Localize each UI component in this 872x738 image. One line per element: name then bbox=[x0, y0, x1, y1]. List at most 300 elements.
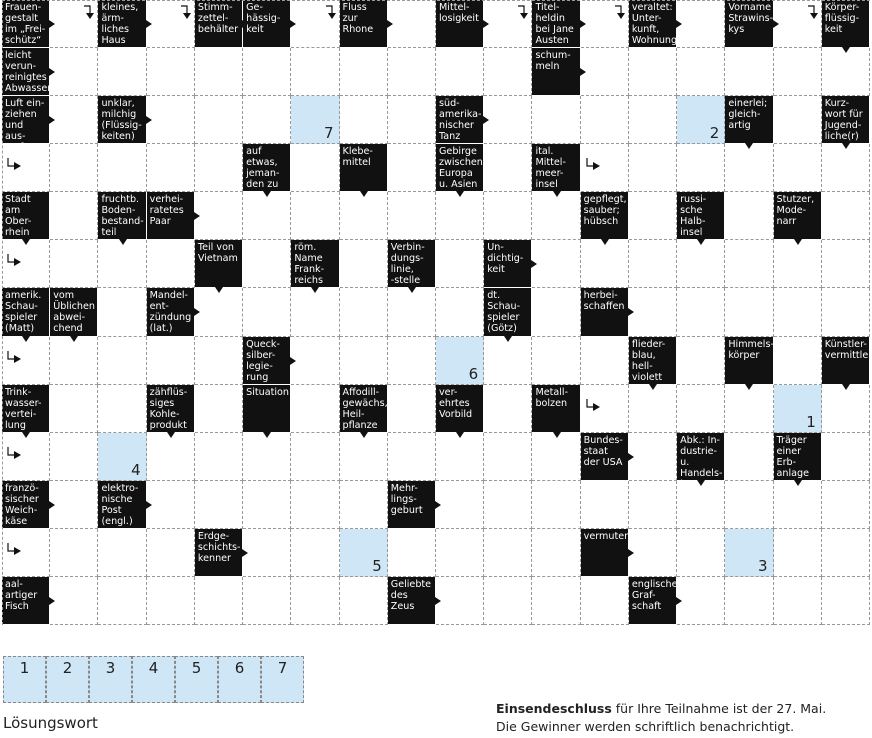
answer-cell[interactable] bbox=[388, 337, 436, 385]
answer-cell[interactable] bbox=[388, 529, 436, 577]
answer-cell[interactable] bbox=[629, 96, 677, 144]
answer-cell[interactable] bbox=[677, 288, 725, 336]
clue-cell: Mehr- lings- geburt bbox=[388, 481, 436, 529]
arrow-down-icon bbox=[167, 432, 175, 438]
arrow-right-icon bbox=[49, 20, 55, 28]
answer-cell[interactable] bbox=[50, 529, 98, 577]
clue-cell: kleines, ärm- liches Haus bbox=[98, 0, 146, 48]
answer-cell[interactable] bbox=[388, 96, 436, 144]
answer-cell[interactable] bbox=[147, 0, 195, 48]
arrow-right-icon bbox=[773, 20, 779, 28]
answer-cell[interactable] bbox=[2, 337, 50, 385]
answer-cell[interactable] bbox=[436, 433, 484, 481]
clue-cell: Mittel- losigkeit bbox=[436, 0, 484, 48]
answer-cell[interactable] bbox=[629, 144, 677, 192]
answer-cell[interactable] bbox=[291, 0, 339, 48]
answer-cell[interactable] bbox=[436, 529, 484, 577]
solution-cell[interactable] bbox=[98, 433, 146, 481]
arrow-right-icon bbox=[435, 597, 441, 605]
answer-cell[interactable] bbox=[388, 433, 436, 481]
answer-cell[interactable] bbox=[484, 433, 532, 481]
answer-cell[interactable] bbox=[677, 577, 725, 625]
answer-cell[interactable] bbox=[436, 240, 484, 288]
bent-arrow-icon bbox=[6, 445, 22, 461]
answer-cell[interactable] bbox=[436, 192, 484, 240]
clue-cell: Metall- bolzen bbox=[532, 385, 580, 433]
deadline-notice bbox=[496, 700, 826, 736]
arrow-down-icon bbox=[842, 143, 850, 149]
answer-cell[interactable] bbox=[147, 337, 195, 385]
answer-cell[interactable] bbox=[484, 192, 532, 240]
bent-arrow-icon bbox=[806, 4, 822, 20]
answer-cell[interactable] bbox=[50, 240, 98, 288]
arrow-right-icon bbox=[146, 20, 152, 28]
clue-cell: Teil von Vietnam bbox=[195, 240, 243, 288]
answer-cell[interactable] bbox=[629, 385, 677, 433]
arrow-down-icon bbox=[745, 384, 753, 390]
answer-cell[interactable] bbox=[774, 144, 822, 192]
clue-cell: aal- artiger Fisch bbox=[2, 577, 50, 625]
answer-cell[interactable] bbox=[725, 577, 773, 625]
answer-cell[interactable] bbox=[484, 577, 532, 625]
arrow-down-icon bbox=[22, 336, 30, 342]
clue-cell: elektro- nische Post (engl.) bbox=[98, 481, 146, 529]
arrow-down-icon bbox=[22, 239, 30, 245]
answer-cell[interactable] bbox=[243, 192, 291, 240]
solution-number: 3 bbox=[758, 556, 768, 575]
answer-cell[interactable] bbox=[340, 433, 388, 481]
clue-cell: süd- amerika- nischer Tanz bbox=[436, 96, 484, 144]
clue-cell: Himmels- körper bbox=[725, 337, 773, 385]
answer-cell[interactable] bbox=[822, 192, 870, 240]
answer-cell[interactable] bbox=[774, 481, 822, 529]
answer-cell[interactable] bbox=[822, 240, 870, 288]
answer-cell[interactable] bbox=[822, 48, 870, 96]
answer-cell[interactable] bbox=[822, 385, 870, 433]
clue-cell: Situation bbox=[243, 385, 291, 433]
answer-cell[interactable] bbox=[388, 0, 436, 48]
arrow-down-icon bbox=[842, 384, 850, 390]
answer-cell[interactable] bbox=[340, 96, 388, 144]
answer-cell[interactable] bbox=[50, 192, 98, 240]
bent-arrow-icon bbox=[82, 4, 98, 20]
arrow-down-icon bbox=[794, 480, 802, 486]
answer-cell[interactable] bbox=[98, 337, 146, 385]
answer-cell[interactable] bbox=[195, 577, 243, 625]
answer-cell[interactable] bbox=[629, 481, 677, 529]
answer-cell[interactable] bbox=[195, 337, 243, 385]
answer-cell[interactable] bbox=[774, 48, 822, 96]
arrow-down-icon bbox=[553, 191, 561, 197]
answer-cell[interactable] bbox=[436, 48, 484, 96]
answer-cell[interactable] bbox=[581, 96, 629, 144]
answer-cell[interactable] bbox=[532, 481, 580, 529]
clue-cell: Stadt am Ober- rhein bbox=[2, 192, 50, 240]
clue-cell: Queck- silber- legie- rung bbox=[243, 337, 291, 385]
clue-cell: Erdge- schichts- kenner bbox=[195, 529, 243, 577]
answer-cell[interactable] bbox=[677, 385, 725, 433]
answer-cell[interactable] bbox=[484, 481, 532, 529]
solution-box[interactable]: 1 bbox=[3, 656, 46, 703]
arrow-right-icon bbox=[194, 308, 200, 316]
deadline-bold: Einsendeschluss bbox=[496, 701, 612, 716]
clue-cell: Vorname Strawins- kys bbox=[725, 0, 773, 48]
answer-cell[interactable] bbox=[98, 288, 146, 336]
answer-cell[interactable] bbox=[725, 481, 773, 529]
answer-cell[interactable] bbox=[822, 529, 870, 577]
answer-cell[interactable] bbox=[388, 192, 436, 240]
solution-cell[interactable] bbox=[725, 529, 773, 577]
clue-cell: Mandel- ent- zündung (lat.) bbox=[147, 288, 195, 336]
clue-cell: unklar, milchig (Flüssig- keiten) bbox=[98, 96, 146, 144]
answer-cell[interactable] bbox=[774, 529, 822, 577]
bent-arrow-icon bbox=[6, 541, 22, 557]
solution-number: 1 bbox=[806, 412, 816, 431]
bent-arrow-icon bbox=[585, 397, 601, 413]
answer-cell[interactable] bbox=[822, 433, 870, 481]
bent-arrow-icon bbox=[613, 4, 629, 20]
answer-cell[interactable] bbox=[774, 240, 822, 288]
clue-cell: röm. Name Frank- reichs bbox=[291, 240, 339, 288]
answer-cell[interactable] bbox=[725, 385, 773, 433]
answer-cell[interactable] bbox=[532, 529, 580, 577]
arrow-right-icon bbox=[435, 501, 441, 509]
answer-cell[interactable] bbox=[677, 0, 725, 48]
answer-cell[interactable] bbox=[195, 96, 243, 144]
answer-cell[interactable] bbox=[629, 48, 677, 96]
arrow-right-icon bbox=[676, 597, 682, 605]
answer-cell[interactable] bbox=[2, 529, 50, 577]
arrow-right-icon bbox=[242, 549, 248, 557]
answer-cell[interactable] bbox=[532, 240, 580, 288]
solution-cell[interactable] bbox=[291, 96, 339, 144]
arrow-down-icon bbox=[360, 432, 368, 438]
answer-cell[interactable] bbox=[822, 144, 870, 192]
crossword-grid bbox=[2, 0, 870, 625]
answer-cell[interactable] bbox=[581, 240, 629, 288]
answer-cell[interactable] bbox=[774, 337, 822, 385]
answer-cell[interactable] bbox=[2, 240, 50, 288]
solution-number: 6 bbox=[468, 364, 479, 383]
arrow-down-icon bbox=[553, 432, 561, 438]
answer-cell[interactable] bbox=[98, 240, 146, 288]
clue-cell: Abk.: In- dustrie- u. Handels- kammer bbox=[677, 433, 725, 481]
answer-cell[interactable] bbox=[484, 385, 532, 433]
solution-box[interactable]: 4 bbox=[132, 656, 175, 703]
answer-cell[interactable] bbox=[388, 288, 436, 336]
clue-cell: gepflegt, sauber; hübsch bbox=[581, 192, 629, 240]
clue-cell: Träger einer Erb- anlage bbox=[774, 433, 822, 481]
arrow-right-icon bbox=[387, 20, 393, 28]
answer-cell[interactable] bbox=[50, 0, 98, 48]
arrow-down-icon bbox=[649, 384, 657, 390]
arrow-right-icon bbox=[483, 116, 489, 124]
answer-cell[interactable] bbox=[195, 433, 243, 481]
solution-box[interactable]: 3 bbox=[89, 656, 132, 703]
answer-cell[interactable] bbox=[532, 288, 580, 336]
solution-cell[interactable] bbox=[774, 385, 822, 433]
answer-cell[interactable] bbox=[484, 0, 532, 48]
answer-cell[interactable] bbox=[195, 48, 243, 96]
answer-cell[interactable] bbox=[195, 385, 243, 433]
answer-cell[interactable] bbox=[774, 288, 822, 336]
answer-cell[interactable] bbox=[822, 288, 870, 336]
answer-cell[interactable] bbox=[774, 577, 822, 625]
answer-cell[interactable] bbox=[340, 481, 388, 529]
answer-cell[interactable] bbox=[677, 529, 725, 577]
clue-cell: auf etwas, jeman- den zu bbox=[243, 144, 291, 192]
answer-cell[interactable] bbox=[677, 144, 725, 192]
arrow-down-icon bbox=[456, 191, 464, 197]
answer-cell[interactable] bbox=[629, 529, 677, 577]
arrow-down-icon bbox=[745, 143, 753, 149]
answer-cell[interactable] bbox=[291, 144, 339, 192]
answer-cell[interactable] bbox=[195, 144, 243, 192]
answer-cell[interactable] bbox=[98, 577, 146, 625]
answer-cell[interactable] bbox=[725, 144, 773, 192]
answer-cell[interactable] bbox=[147, 240, 195, 288]
clue-cell: Gebirge zwischen Europa u. Asien bbox=[436, 144, 484, 192]
answer-cell[interactable] bbox=[484, 337, 532, 385]
clue-cell: Titel- heldin bei Jane Austen bbox=[532, 0, 580, 48]
solution-box[interactable]: 6 bbox=[218, 656, 261, 703]
arrow-down-icon bbox=[263, 191, 271, 197]
arrow-down-icon bbox=[311, 287, 319, 293]
solution-number: 5 bbox=[372, 556, 382, 575]
solution-cell[interactable] bbox=[436, 337, 484, 385]
answer-cell[interactable] bbox=[340, 288, 388, 336]
answer-cell[interactable] bbox=[147, 96, 195, 144]
answer-cell[interactable] bbox=[581, 144, 629, 192]
clue-cell: einerlei; gleich- artig bbox=[725, 96, 773, 144]
answer-cell[interactable] bbox=[50, 48, 98, 96]
answer-cell[interactable] bbox=[436, 288, 484, 336]
answer-cell[interactable] bbox=[243, 240, 291, 288]
answer-cell[interactable] bbox=[581, 48, 629, 96]
clue-cell: vermuten bbox=[581, 529, 629, 577]
clue-cell: zähflüs- siges Kohle- produkt bbox=[147, 385, 195, 433]
answer-cell[interactable] bbox=[291, 48, 339, 96]
answer-cell[interactable] bbox=[677, 48, 725, 96]
answer-cell[interactable] bbox=[50, 337, 98, 385]
answer-cell[interactable] bbox=[532, 577, 580, 625]
answer-cell[interactable] bbox=[629, 288, 677, 336]
answer-cell[interactable] bbox=[243, 96, 291, 144]
answer-cell[interactable] bbox=[532, 192, 580, 240]
answer-cell[interactable] bbox=[581, 481, 629, 529]
solution-number: 2 bbox=[709, 124, 720, 143]
clue-cell: Geliebte des Zeus bbox=[388, 577, 436, 625]
clue-cell: ver- ehrtes Vorbild bbox=[436, 385, 484, 433]
answer-cell[interactable] bbox=[147, 144, 195, 192]
solution-number: 7 bbox=[324, 124, 334, 143]
answer-cell[interactable] bbox=[50, 96, 98, 144]
answer-cell[interactable] bbox=[388, 144, 436, 192]
answer-cell[interactable] bbox=[484, 144, 532, 192]
answer-cell[interactable] bbox=[195, 288, 243, 336]
answer-cell[interactable] bbox=[581, 385, 629, 433]
arrow-down-icon bbox=[22, 432, 30, 438]
clue-cell: leicht verun- reinigtes Abwasser bbox=[2, 48, 50, 96]
solution-box[interactable]: 5 bbox=[175, 656, 218, 703]
answer-cell[interactable] bbox=[98, 529, 146, 577]
bent-arrow-icon bbox=[585, 156, 601, 172]
answer-cell[interactable] bbox=[581, 577, 629, 625]
answer-cell[interactable] bbox=[243, 481, 291, 529]
solution-cell[interactable] bbox=[677, 96, 725, 144]
answer-cell[interactable] bbox=[774, 96, 822, 144]
clue-cell: franzö- sischer Weich- käse bbox=[2, 481, 50, 529]
answer-cell[interactable] bbox=[581, 0, 629, 48]
answer-cell[interactable] bbox=[532, 433, 580, 481]
clue-cell: Bundes- staat der USA bbox=[581, 433, 629, 481]
solution-word-label: Lösungswort bbox=[3, 714, 98, 732]
clue-cell: Un- dichtig- keit bbox=[484, 240, 532, 288]
answer-cell[interactable] bbox=[629, 433, 677, 481]
arrow-right-icon bbox=[580, 68, 586, 76]
clue-cell: herbei- schaffen bbox=[581, 288, 629, 336]
answer-cell[interactable] bbox=[725, 240, 773, 288]
answer-cell[interactable] bbox=[340, 192, 388, 240]
arrow-right-icon bbox=[628, 308, 634, 316]
arrow-down-icon bbox=[360, 191, 368, 197]
solution-box[interactable]: 2 bbox=[46, 656, 89, 703]
solution-box[interactable]: 7 bbox=[261, 656, 304, 703]
answer-cell[interactable] bbox=[98, 385, 146, 433]
arrow-right-icon bbox=[628, 549, 634, 557]
answer-cell[interactable] bbox=[2, 433, 50, 481]
answer-cell[interactable] bbox=[629, 240, 677, 288]
answer-cell[interactable] bbox=[147, 433, 195, 481]
answer-cell[interactable] bbox=[243, 48, 291, 96]
answer-cell[interactable] bbox=[243, 433, 291, 481]
answer-cell[interactable] bbox=[50, 433, 98, 481]
answer-cell[interactable] bbox=[340, 577, 388, 625]
clue-cell: Stimm- zettel- behälter bbox=[195, 0, 243, 48]
answer-cell[interactable] bbox=[50, 481, 98, 529]
answer-cell[interactable] bbox=[581, 337, 629, 385]
answer-cell[interactable] bbox=[291, 529, 339, 577]
clue-cell: schum- meln bbox=[532, 48, 580, 96]
answer-cell[interactable] bbox=[436, 577, 484, 625]
answer-cell[interactable] bbox=[147, 48, 195, 96]
clue-cell: dt. Schau- spieler (Götz) bbox=[484, 288, 532, 336]
clue-cell: vom Üblichen abwei- chend bbox=[50, 288, 98, 336]
answer-cell[interactable] bbox=[725, 192, 773, 240]
arrow-right-icon bbox=[146, 501, 152, 509]
clue-cell: amerik. Schau- spieler (Matt) bbox=[2, 288, 50, 336]
arrow-down-icon bbox=[794, 239, 802, 245]
arrow-right-icon bbox=[49, 501, 55, 509]
answer-cell[interactable] bbox=[484, 529, 532, 577]
answer-cell[interactable] bbox=[725, 433, 773, 481]
arrow-down-icon bbox=[697, 239, 705, 245]
answer-cell[interactable] bbox=[291, 481, 339, 529]
answer-cell[interactable] bbox=[388, 48, 436, 96]
arrow-down-icon bbox=[504, 336, 512, 342]
answer-cell[interactable] bbox=[340, 48, 388, 96]
answer-cell[interactable] bbox=[291, 433, 339, 481]
bent-arrow-icon bbox=[179, 4, 195, 20]
arrow-down-icon bbox=[456, 432, 464, 438]
answer-cell[interactable] bbox=[484, 48, 532, 96]
answer-cell[interactable] bbox=[291, 577, 339, 625]
clue-cell: Ge- hässig- keit bbox=[243, 0, 291, 48]
answer-cell[interactable] bbox=[677, 240, 725, 288]
answer-cell[interactable] bbox=[822, 481, 870, 529]
bent-arrow-icon bbox=[516, 4, 532, 20]
answer-cell[interactable] bbox=[388, 385, 436, 433]
answer-cell[interactable] bbox=[50, 577, 98, 625]
clue-cell: Verbin- dungs- linie, -stelle bbox=[388, 240, 436, 288]
clue-cell: Luft ein- ziehen und aus- stoßen bbox=[2, 96, 50, 144]
answer-cell[interactable] bbox=[147, 529, 195, 577]
arrow-right-icon bbox=[483, 20, 489, 28]
answer-cell[interactable] bbox=[98, 144, 146, 192]
arrow-right-icon bbox=[580, 20, 586, 28]
answer-cell[interactable] bbox=[291, 288, 339, 336]
answer-cell[interactable] bbox=[436, 481, 484, 529]
answer-cell[interactable] bbox=[774, 0, 822, 48]
clue-cell: Künstler- vermittler bbox=[822, 337, 870, 385]
answer-cell[interactable] bbox=[532, 337, 580, 385]
answer-cell[interactable] bbox=[147, 481, 195, 529]
answer-cell[interactable] bbox=[822, 577, 870, 625]
answer-cell[interactable] bbox=[243, 529, 291, 577]
answer-cell[interactable] bbox=[725, 288, 773, 336]
answer-cell[interactable] bbox=[243, 288, 291, 336]
arrow-down-icon bbox=[263, 432, 271, 438]
arrow-right-icon bbox=[290, 20, 296, 28]
answer-cell[interactable] bbox=[291, 337, 339, 385]
clue-cell: Stutzer, Mode- narr bbox=[774, 192, 822, 240]
answer-cell[interactable] bbox=[195, 481, 243, 529]
bent-arrow-icon bbox=[6, 252, 22, 268]
arrow-right-icon bbox=[49, 597, 55, 605]
answer-cell[interactable] bbox=[340, 240, 388, 288]
answer-cell[interactable] bbox=[677, 337, 725, 385]
deadline-text: für Ihre Teilnahme ist der 27. Mai. bbox=[611, 701, 827, 716]
clue-cell: Trink- wasser- vertei- lung bbox=[2, 385, 50, 433]
answer-cell[interactable] bbox=[484, 96, 532, 144]
clue-cell: Körper- flüssig- keit bbox=[822, 0, 870, 48]
answer-cell[interactable] bbox=[629, 192, 677, 240]
clue-cell: veraltet: Unter- kunft, Wohnung bbox=[629, 0, 677, 48]
answer-cell[interactable] bbox=[195, 192, 243, 240]
clue-cell: russi- sche Halb- insel bbox=[677, 192, 725, 240]
arrow-right-icon bbox=[49, 68, 55, 76]
answer-cell[interactable] bbox=[291, 385, 339, 433]
arrow-right-icon bbox=[531, 260, 537, 268]
answer-cell[interactable] bbox=[243, 577, 291, 625]
solution-number: 4 bbox=[131, 460, 141, 479]
answer-cell[interactable] bbox=[50, 144, 98, 192]
arrow-down-icon bbox=[408, 287, 416, 293]
bent-arrow-icon bbox=[6, 349, 22, 365]
answer-cell[interactable] bbox=[532, 96, 580, 144]
solution-cell[interactable] bbox=[340, 529, 388, 577]
arrow-right-icon bbox=[628, 453, 634, 461]
clue-cell: fruchtb. Boden- bestand- teil bbox=[98, 192, 146, 240]
answer-cell[interactable] bbox=[340, 337, 388, 385]
clue-cell: Kurz- wort für Jugend- liche(r) bbox=[822, 96, 870, 144]
answer-cell[interactable] bbox=[50, 385, 98, 433]
answer-cell[interactable] bbox=[147, 577, 195, 625]
answer-cell[interactable] bbox=[725, 48, 773, 96]
answer-cell[interactable] bbox=[98, 48, 146, 96]
answer-cell[interactable] bbox=[291, 192, 339, 240]
arrow-down-icon bbox=[601, 239, 609, 245]
